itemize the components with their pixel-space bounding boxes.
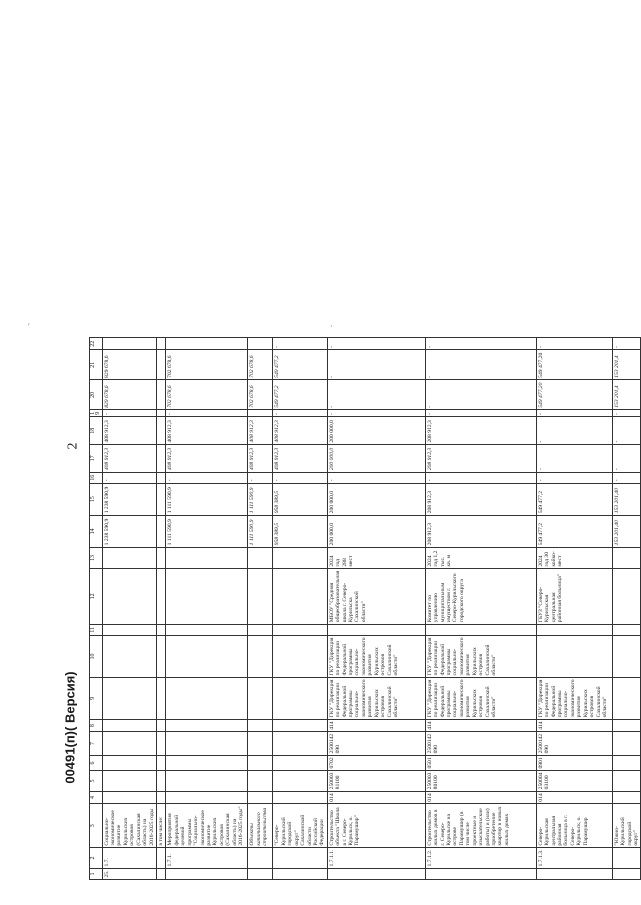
table-cell xyxy=(612,771,641,792)
table-cell: 414 xyxy=(425,719,536,731)
column-number: 10 xyxy=(90,635,103,677)
table-cell: - xyxy=(273,410,327,417)
table-cell xyxy=(156,732,165,756)
table-cell xyxy=(102,755,156,770)
table-cell xyxy=(248,771,273,792)
table-cell: 250004 03100 xyxy=(536,771,612,792)
table-cell: Социально-экономическое развитие Курильских островов (Сахалинская область) на 2016-2025 годы xyxy=(102,804,156,848)
column-number: 1 9 xyxy=(90,410,103,417)
table-cell: - xyxy=(327,410,425,417)
column-number: 1 xyxy=(90,868,103,879)
table-cell: МБОУ "Средняя общеобразовательная школа г. Северо-Курильска Сахалинской области" xyxy=(327,569,425,625)
table-cell: 153 201,4 xyxy=(612,350,641,380)
table-cell: 702 678,6 xyxy=(248,350,273,380)
table-cell: - xyxy=(612,472,641,483)
table-cell: 2024 год 30 койко-мест xyxy=(536,547,612,568)
table-cell: 549 477,2 xyxy=(536,483,612,515)
table-cell: ГКУ "Дирекция по реализации Федеральной программы социально-экономического развития Курильских островов Сахалинской области" xyxy=(425,635,536,677)
column-number: 12 xyxy=(90,569,103,625)
table-cell xyxy=(612,732,641,756)
table-cell: "Южно-Курильский городской округ" xyxy=(612,804,641,848)
table-cell: - xyxy=(536,410,612,417)
table-cell xyxy=(248,848,273,869)
table-cell: 549 477,2 xyxy=(273,380,327,410)
table-cell: 200 000,0 xyxy=(327,483,425,515)
table-cell xyxy=(156,472,165,483)
table-cell: 408 912,3 xyxy=(102,445,156,473)
table-cell xyxy=(273,848,327,869)
table-cell xyxy=(156,755,165,770)
column-number: 3 xyxy=(90,804,103,848)
table-cell: Комитет по управлению муниципальным имуществом г. Северо-Курильского городского округа xyxy=(425,569,536,625)
table-cell xyxy=(425,868,536,879)
table-cell xyxy=(156,410,165,417)
table-cell xyxy=(612,635,641,677)
table-cell: 408 912,3 xyxy=(102,417,156,445)
table-cell: 702 678,6 xyxy=(166,350,248,380)
column-number: 9 xyxy=(90,677,103,719)
column-number-row xyxy=(90,338,103,880)
table-row xyxy=(536,338,612,880)
table-cell xyxy=(156,338,165,350)
table-cell xyxy=(166,569,248,625)
table-cell xyxy=(273,719,327,731)
table-cell: в том числе: xyxy=(156,804,165,848)
table-cell xyxy=(156,635,165,677)
table-row xyxy=(327,338,425,880)
table-cell xyxy=(273,868,327,879)
table-cell: 2500142 090 xyxy=(327,732,425,756)
column-number: 16 xyxy=(90,472,103,483)
table-cell: - xyxy=(327,380,425,410)
table-cell xyxy=(102,677,156,719)
table-cell xyxy=(248,624,273,635)
table-row xyxy=(102,338,156,880)
table-cell: 1.7.1.1. xyxy=(327,848,425,869)
table-cell xyxy=(102,338,156,350)
column-number: 7 xyxy=(90,732,103,756)
table-cell: ГКУ "Дирекция по реализации Федеральной программы социально-экономического развития Курильских островов Сахалинской области" xyxy=(327,635,425,677)
table-cell xyxy=(166,755,248,770)
table-cell xyxy=(102,732,156,756)
table-cell xyxy=(248,791,273,803)
table-cell xyxy=(327,868,425,879)
column-number: 5 xyxy=(90,771,103,792)
table-cell xyxy=(156,445,165,473)
table-cell xyxy=(166,547,248,568)
table-cell: ГКУ "Дирекция по реализации Федеральной программы социально-экономического развития Курильских островов Сахалинской области" xyxy=(327,677,425,719)
table-cell: 1.7.1.3. xyxy=(536,848,612,869)
table-cell: 250003 80100 xyxy=(425,771,536,792)
table-cell: - xyxy=(536,338,612,350)
table-cell: 2024 год 1,2 тыс. кв. м xyxy=(425,547,536,568)
table-cell xyxy=(612,677,641,719)
table-cell: - xyxy=(612,445,641,473)
table-cell: 0501 xyxy=(425,755,536,770)
table-cell xyxy=(156,483,165,515)
table-cell xyxy=(536,624,612,635)
table-cell: 208 912,3 xyxy=(425,483,536,515)
table-cell: - xyxy=(166,472,248,483)
page-number: 2 xyxy=(65,442,81,450)
table-cell xyxy=(536,868,612,879)
table-cell: - xyxy=(536,472,612,483)
table-cell: 549 477,2 xyxy=(536,515,612,547)
table-cell xyxy=(102,569,156,625)
table-cell: 414 xyxy=(327,719,425,731)
table-cell xyxy=(102,635,156,677)
table-row xyxy=(612,338,641,880)
table-cell: 0702 xyxy=(327,755,425,770)
table-cell xyxy=(248,338,273,350)
table-cell: 408 912,3 xyxy=(248,417,273,445)
table-cell: - xyxy=(425,380,536,410)
table-cell: Строительство жилых домов в г. Северо-Курильске на острове Парамушир (в том числе проектные и изыскательские работы) и (или) приобретение квартир в новых жилых домах xyxy=(425,804,536,848)
table-cell: - xyxy=(327,338,425,350)
table-cell: - xyxy=(273,472,327,483)
table-cell xyxy=(156,350,165,380)
column-number: 8 xyxy=(90,719,103,731)
table-cell: - xyxy=(166,410,248,417)
column-number: 14 xyxy=(90,515,103,547)
table-cell xyxy=(612,719,641,731)
table-cell xyxy=(273,755,327,770)
column-number: 2 xyxy=(90,848,103,869)
table-cell xyxy=(612,624,641,635)
table-cell xyxy=(156,868,165,879)
table-cell: Мероприятия федеральной целевой программы "Социально-экономическое развитие Курильских островов (Сахалинская область) на 2016-2025 годы" xyxy=(166,804,248,848)
table-cell: 153 201,40 xyxy=(612,515,641,547)
table-cell xyxy=(166,635,248,677)
column-number: 22 xyxy=(90,338,103,350)
scan-speck: · xyxy=(330,322,333,331)
table-cell xyxy=(156,771,165,792)
table-cell: - xyxy=(327,350,425,380)
table-cell xyxy=(273,569,327,625)
table-cell xyxy=(612,868,641,879)
column-number: 17 xyxy=(90,445,103,473)
table-cell: 958 389,5 xyxy=(273,515,327,547)
table-cell: 549 477,20 xyxy=(536,350,612,380)
table-cell: 153 201,40 xyxy=(612,483,641,515)
table-cell xyxy=(248,677,273,719)
table-cell: - xyxy=(425,338,536,350)
table-cell xyxy=(425,624,536,635)
table-cell: 1.7. xyxy=(102,848,156,869)
table-cell: - xyxy=(536,445,612,473)
table-cell xyxy=(166,868,248,879)
table-cell xyxy=(612,569,641,625)
table-cell: - xyxy=(425,472,536,483)
column-number: 20 xyxy=(90,380,103,410)
table-cell: 408 912,3 xyxy=(273,445,327,473)
table-cell: - xyxy=(248,472,273,483)
table-row xyxy=(166,338,248,880)
table-cell xyxy=(612,755,641,770)
table-cell: - xyxy=(612,338,641,350)
table-cell xyxy=(273,547,327,568)
table-cell: 1 111 590,9 xyxy=(248,515,273,547)
table-cell xyxy=(102,771,156,792)
table-cell: 2024 год 288 мест xyxy=(327,547,425,568)
table-cell: Строительство объекта "Школа в г. Северо-Курильск, о. Парамушир" xyxy=(327,804,425,848)
table-cell xyxy=(248,569,273,625)
table-cell: 549 477,20 xyxy=(536,380,612,410)
table-cell xyxy=(248,755,273,770)
column-number: 15 xyxy=(90,483,103,515)
table-cell xyxy=(273,677,327,719)
table-cell: ГКУ "Дирекция по реализации Федеральной программы социально-экономического развития Курильских островов Сахалинской области" xyxy=(536,677,612,719)
table-cell: 014 xyxy=(327,791,425,803)
table-cell xyxy=(156,380,165,410)
table-cell: 549 477,2 xyxy=(273,350,327,380)
table-cell: 702 678,6 xyxy=(248,380,273,410)
table-cell xyxy=(166,732,248,756)
scan-speck: ′ xyxy=(28,322,30,331)
footer-code: 00491(п)( Версия) xyxy=(62,671,78,784)
table-cell xyxy=(248,868,273,879)
table-cell: ГКУ "Дирекция по реализации Федеральной программы социально-экономического развития Курильских островов Сахалинской области" xyxy=(425,677,536,719)
column-number: 11 xyxy=(90,624,103,635)
table-cell xyxy=(273,624,327,635)
table-cell: - xyxy=(327,472,425,483)
table-cell xyxy=(166,791,248,803)
table-cell: 0901 xyxy=(536,755,612,770)
table-cell xyxy=(273,732,327,756)
table-cell: 25. xyxy=(102,868,156,879)
table-cell: 1.7.1. xyxy=(166,848,248,869)
table-cell: 208 912,3 xyxy=(425,417,536,445)
table-row xyxy=(248,338,273,880)
table-cell: 408 912,3 xyxy=(273,417,327,445)
table-cell xyxy=(166,719,248,731)
table-cell: - xyxy=(273,338,327,350)
table-cell xyxy=(248,547,273,568)
table-cell: 408 912,3 xyxy=(166,417,248,445)
table-cell xyxy=(156,624,165,635)
table-cell: 408 912,3 xyxy=(248,445,273,473)
table-cell: 1 238 590,9 xyxy=(102,483,156,515)
table-row xyxy=(425,338,536,880)
table-cell: - xyxy=(425,410,536,417)
table-cell xyxy=(166,771,248,792)
table-cell: 1 111 590,9 xyxy=(248,483,273,515)
table-cell: 829 678,6 xyxy=(102,350,156,380)
table-cell: - xyxy=(536,417,612,445)
table-cell xyxy=(102,547,156,568)
table-cell: 1 238 590,9 xyxy=(102,515,156,547)
table-cell xyxy=(156,677,165,719)
table-cell: 200 000,0 xyxy=(327,417,425,445)
table-cell: 958 389,5 xyxy=(273,483,327,515)
table-cell xyxy=(156,417,165,445)
table-cell xyxy=(166,338,248,350)
table-cell: - xyxy=(102,410,156,417)
table-row xyxy=(156,338,165,880)
table-cell: 014 xyxy=(425,791,536,803)
table-row xyxy=(273,338,327,880)
table-cell: 2500142 090 xyxy=(425,732,536,756)
table-cell: 200 000,0 xyxy=(327,445,425,473)
table-cell xyxy=(273,771,327,792)
table-cell: 829 678,6 xyxy=(102,380,156,410)
table-cell xyxy=(156,547,165,568)
column-number: 18 xyxy=(90,417,103,445)
table-cell: 014 xyxy=(536,791,612,803)
table-cell xyxy=(166,677,248,719)
table-cell xyxy=(612,791,641,803)
table-cell: 250003 81100 xyxy=(327,771,425,792)
table-cell: "Северо-Курильский городской округ" Сахалинской области Российской Федерации xyxy=(273,804,327,848)
table-cell xyxy=(536,635,612,677)
table-cell: 1 111 590,9 xyxy=(166,483,248,515)
table-cell: - xyxy=(102,472,156,483)
table-cell: - xyxy=(425,350,536,380)
table-cell xyxy=(248,732,273,756)
budget-table xyxy=(89,337,641,880)
table-cell xyxy=(273,791,327,803)
table-cell: Объекты капитального строительства xyxy=(248,804,273,848)
column-number: 6 xyxy=(90,755,103,770)
table-cell: 408 912,3 xyxy=(166,445,248,473)
column-number: 4 xyxy=(90,791,103,803)
table-cell: 702 678,6 xyxy=(166,380,248,410)
table-cell xyxy=(327,624,425,635)
table-cell xyxy=(612,848,641,869)
table-cell: 414 xyxy=(536,719,612,731)
table-cell: Северо-Курильская центральная районная больница в г. Северо-Курильск, о. Парамушир xyxy=(536,804,612,848)
table-cell xyxy=(273,635,327,677)
table-cell xyxy=(156,569,165,625)
column-number: 21 xyxy=(90,350,103,380)
table-cell xyxy=(156,719,165,731)
table-cell: - xyxy=(612,417,641,445)
table-cell xyxy=(612,547,641,568)
table-cell: 2500142 090 xyxy=(536,732,612,756)
table-cell xyxy=(102,624,156,635)
table-cell xyxy=(156,791,165,803)
table-cell: 208 912,3 xyxy=(425,445,536,473)
table-cell: 200 000,0 xyxy=(327,515,425,547)
table-cell xyxy=(102,791,156,803)
table-cell xyxy=(248,719,273,731)
table-cell xyxy=(166,624,248,635)
table-cell xyxy=(156,515,165,547)
table-cell: 153 201,4 xyxy=(612,380,641,410)
table-cell xyxy=(248,410,273,417)
table-cell: 1.7.1.2. xyxy=(425,848,536,869)
table-cell: - xyxy=(612,410,641,417)
table-cell: ГБУЗ "Северо-Курильская центральная районная больница" xyxy=(536,569,612,625)
table-cell xyxy=(156,848,165,869)
table-cell xyxy=(102,719,156,731)
table-cell xyxy=(248,635,273,677)
column-number: 13 xyxy=(90,547,103,568)
table-cell: 208 912,3 xyxy=(425,515,536,547)
table-cell: 1 111 590,9 xyxy=(166,515,248,547)
